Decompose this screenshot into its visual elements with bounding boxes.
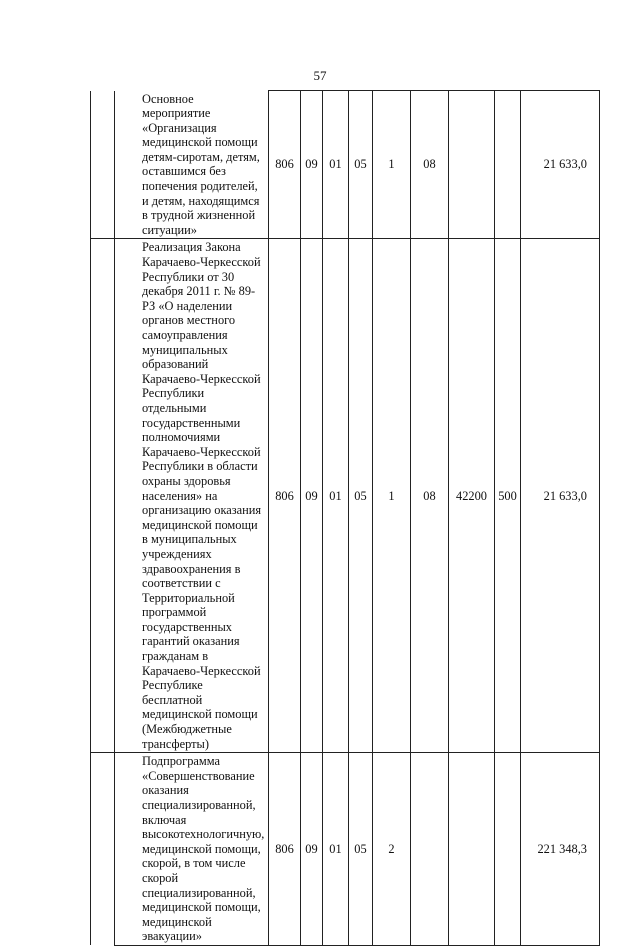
blank-cell: [91, 753, 115, 946]
program-code-cell: 05: [349, 91, 373, 239]
amount-cell: 21 633,0: [521, 91, 600, 239]
event-code-cell: [411, 753, 449, 946]
budget-table: [90, 90, 600, 946]
subsection-code-cell: 01: [323, 91, 349, 239]
subsection-code-cell: 01: [323, 239, 349, 753]
event-code-cell: 08: [411, 239, 449, 753]
amount-cell: 221 348,3: [521, 753, 600, 946]
subprogram-code-cell: 2: [373, 753, 411, 946]
ministry-code-cell: 806: [269, 753, 301, 946]
direction-code-cell: [449, 91, 495, 239]
section-code-cell: 09: [301, 91, 323, 239]
blank-cell: [91, 91, 115, 239]
ministry-code-cell: 806: [269, 91, 301, 239]
section-code-cell: 09: [301, 753, 323, 946]
ministry-code-cell: 806: [269, 239, 301, 753]
subprogram-code-cell: 1: [373, 91, 411, 239]
row-name-cell: Основное мероприятие «Организация медицинской помощи детям-сиротам, детям, оставшимся без попечения родителей, и детям, находящимся в трудной жизненной ситуации»: [115, 91, 269, 239]
subsection-code-cell: 01: [323, 753, 349, 946]
direction-code-cell: [449, 753, 495, 946]
event-code-cell: 08: [411, 91, 449, 239]
direction-code-cell: 42200: [449, 239, 495, 753]
blank-cell: [91, 239, 115, 753]
table-row: [91, 239, 600, 753]
table-row: [91, 753, 600, 946]
amount-cell: 21 633,0: [521, 239, 600, 753]
expense-type-cell: [495, 753, 521, 946]
section-code-cell: 09: [301, 239, 323, 753]
program-code-cell: 05: [349, 239, 373, 753]
page-number: 57: [313, 68, 327, 83]
expense-type-cell: [495, 91, 521, 239]
row-name-cell: Реализация Закона Карачаево-Черкесской Республики от 30 декабря 2011 г. № 89-РЗ «О наделении органов местного самоуправления муниципальных образований Карачаево-Черкесской Республики отдельными государственными полномочиями Карачаево-Черкесской Республики в области охраны здоровья населения» на организацию оказания медицинской помощи в муниципальных учреждениях здравоохранения в соответствии с Территориальной программой государственных гарантий оказания гражданам в Карачаево-Черкесской Республике бесплатной медицинской помощи (Межбюджетные трансферты): [115, 239, 269, 753]
expense-type-cell: 500: [495, 239, 521, 753]
subprogram-code-cell: 1: [373, 239, 411, 753]
table-row: [91, 91, 600, 239]
row-name-cell: Подпрограмма «Совершенствование оказания специализированной, включая высокотехнологичную, медицинской помощи, скорой, в том числе скорой специализированной, медицинской помощи, медицинской эвакуации»: [115, 753, 269, 946]
program-code-cell: 05: [349, 753, 373, 946]
